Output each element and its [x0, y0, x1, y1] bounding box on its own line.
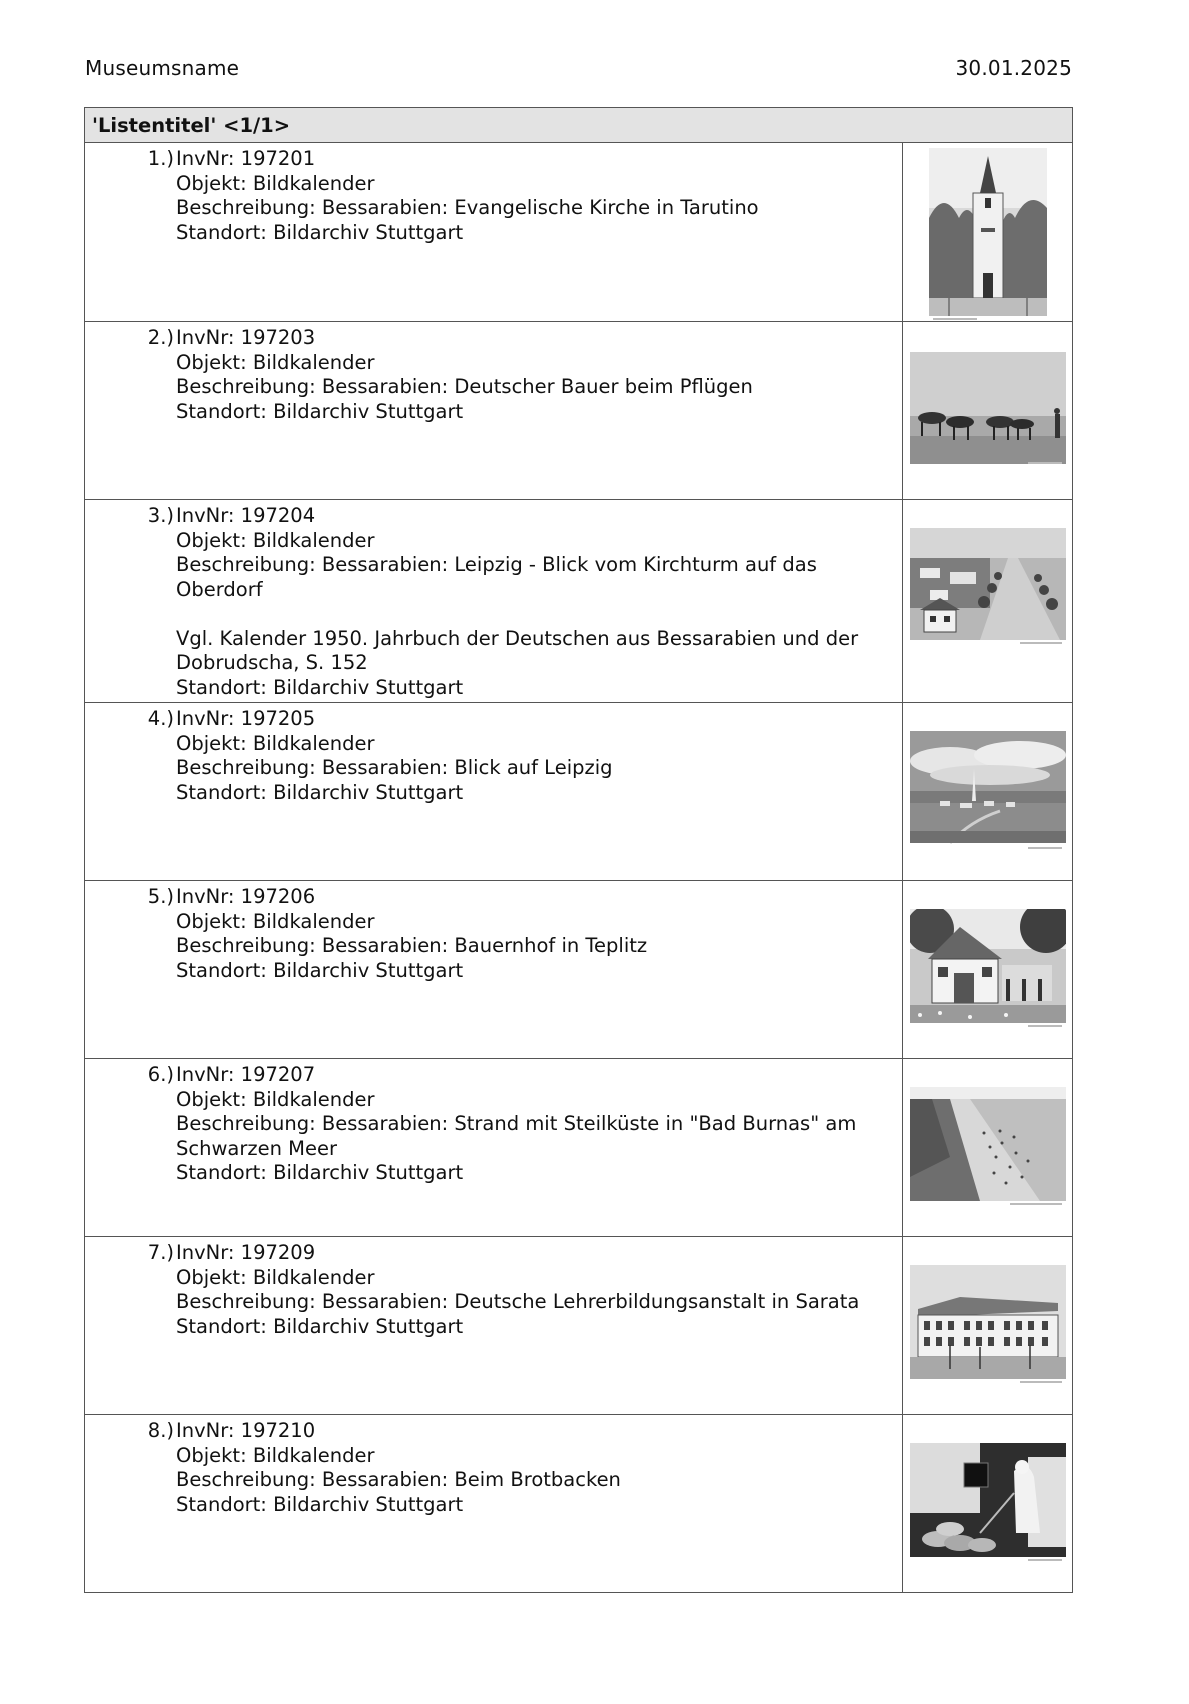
item-number: 3.) [147, 504, 174, 527]
item-object-type: Objekt: Bildkalender [176, 731, 375, 755]
table-row [85, 322, 1072, 500]
item-number: 7.) [147, 1241, 174, 1264]
plowing-photo[interactable] [910, 352, 1066, 470]
item-description: Beschreibung: Bessarabien: Deutscher Bauer beim Pflügen [176, 375, 753, 398]
museum-name: Museumsname [85, 56, 240, 80]
list-title: 'Listentitel' <1/1> [85, 108, 1072, 143]
item-object-type: Objekt: Bildkalender [176, 171, 375, 195]
church-photo[interactable] [929, 148, 1047, 316]
item-text-cell [85, 322, 903, 499]
item-description: Beschreibung: Bessarabien: Leipzig - Blick vom Kirchturm auf das [176, 553, 817, 576]
item-text-cell [85, 143, 903, 321]
item-image-cell [903, 1415, 1072, 1592]
item-text-cell [85, 1415, 903, 1592]
item-number: 6.) [147, 1063, 174, 1086]
bread-baking-photo[interactable] [910, 1443, 1066, 1565]
table-row [85, 1237, 1072, 1415]
item-inventory-number: InvNr: 197210 [176, 1419, 316, 1442]
item-location: Standort: Bildarchiv Stuttgart [176, 958, 464, 982]
item-inventory-number: InvNr: 197204 [176, 504, 316, 527]
item-note-continued: Dobrudscha, S. 152 [176, 651, 368, 674]
item-object-type: Objekt: Bildkalender [176, 1443, 375, 1467]
item-location: Standort: Bildarchiv Stuttgart [176, 1492, 464, 1516]
item-text-cell [85, 703, 903, 880]
item-number: 8.) [147, 1419, 174, 1442]
item-description-continued: Oberdorf [176, 577, 263, 601]
item-object-type: Objekt: Bildkalender [176, 528, 375, 552]
item-text-cell [85, 881, 903, 1058]
item-location: Standort: Bildarchiv Stuttgart [176, 1314, 464, 1338]
table-row [85, 703, 1072, 881]
table-row [85, 1415, 1072, 1593]
object-list-table [84, 107, 1073, 1593]
item-object-type: Objekt: Bildkalender [176, 1265, 375, 1289]
item-description: Beschreibung: Bessarabien: Blick auf Leipzig [176, 756, 613, 779]
item-location: Standort: Bildarchiv Stuttgart [176, 675, 464, 699]
item-inventory-number: InvNr: 197207 [176, 1063, 316, 1086]
item-image-cell [903, 1237, 1072, 1414]
item-inventory-number: InvNr: 197205 [176, 707, 316, 730]
item-number: 4.) [147, 707, 174, 730]
table-row [85, 881, 1072, 1059]
item-note: Vgl. Kalender 1950. Jahrbuch der Deutschen aus Bessarabien und der [176, 626, 859, 650]
item-text-cell [85, 1237, 903, 1414]
item-text-cell [85, 500, 903, 702]
item-description: Beschreibung: Bessarabien: Bauernhof in Teplitz [176, 934, 648, 957]
village-panorama-photo[interactable] [910, 731, 1066, 853]
item-image-cell [903, 322, 1072, 499]
item-description: Beschreibung: Bessarabien: Deutsche Lehrerbildungsanstalt in Sarata [176, 1290, 860, 1313]
farmhouse-photo[interactable] [910, 909, 1066, 1031]
item-object-type: Objekt: Bildkalender [176, 1087, 375, 1111]
item-number: 5.) [147, 885, 174, 908]
item-number: 1.) [147, 147, 174, 170]
print-date: 30.01.2025 [955, 56, 1072, 80]
item-text-cell [85, 1059, 903, 1236]
item-description: Beschreibung: Bessarabien: Beim Brotbacken [176, 1468, 621, 1491]
item-image-cell [903, 703, 1072, 880]
item-description: Beschreibung: Bessarabien: Strand mit Steilküste in "Bad Burnas" am [176, 1112, 857, 1135]
item-image-cell [903, 143, 1072, 321]
village-street-photo[interactable] [910, 528, 1066, 648]
table-row [85, 500, 1072, 703]
table-row [85, 1059, 1072, 1237]
item-location: Standort: Bildarchiv Stuttgart [176, 780, 464, 804]
item-object-type: Objekt: Bildkalender [176, 350, 375, 374]
item-inventory-number: InvNr: 197203 [176, 326, 316, 349]
item-image-cell [903, 1059, 1072, 1236]
school-building-photo[interactable] [910, 1265, 1066, 1387]
item-description: Beschreibung: Bessarabien: Evangelische Kirche in Tarutino [176, 196, 759, 219]
item-description-continued: Schwarzen Meer [176, 1136, 337, 1160]
item-number: 2.) [147, 326, 174, 349]
item-inventory-number: InvNr: 197201 [176, 147, 316, 170]
item-object-type: Objekt: Bildkalender [176, 909, 375, 933]
item-image-cell [903, 500, 1072, 702]
item-image-cell [903, 881, 1072, 1058]
item-inventory-number: InvNr: 197206 [176, 885, 316, 908]
item-inventory-number: InvNr: 197209 [176, 1241, 316, 1264]
item-location: Standort: Bildarchiv Stuttgart [176, 1161, 464, 1184]
table-row [85, 143, 1072, 322]
item-location: Standort: Bildarchiv Stuttgart [176, 399, 464, 423]
beach-photo[interactable] [910, 1087, 1066, 1209]
item-location: Standort: Bildarchiv Stuttgart [176, 220, 464, 244]
